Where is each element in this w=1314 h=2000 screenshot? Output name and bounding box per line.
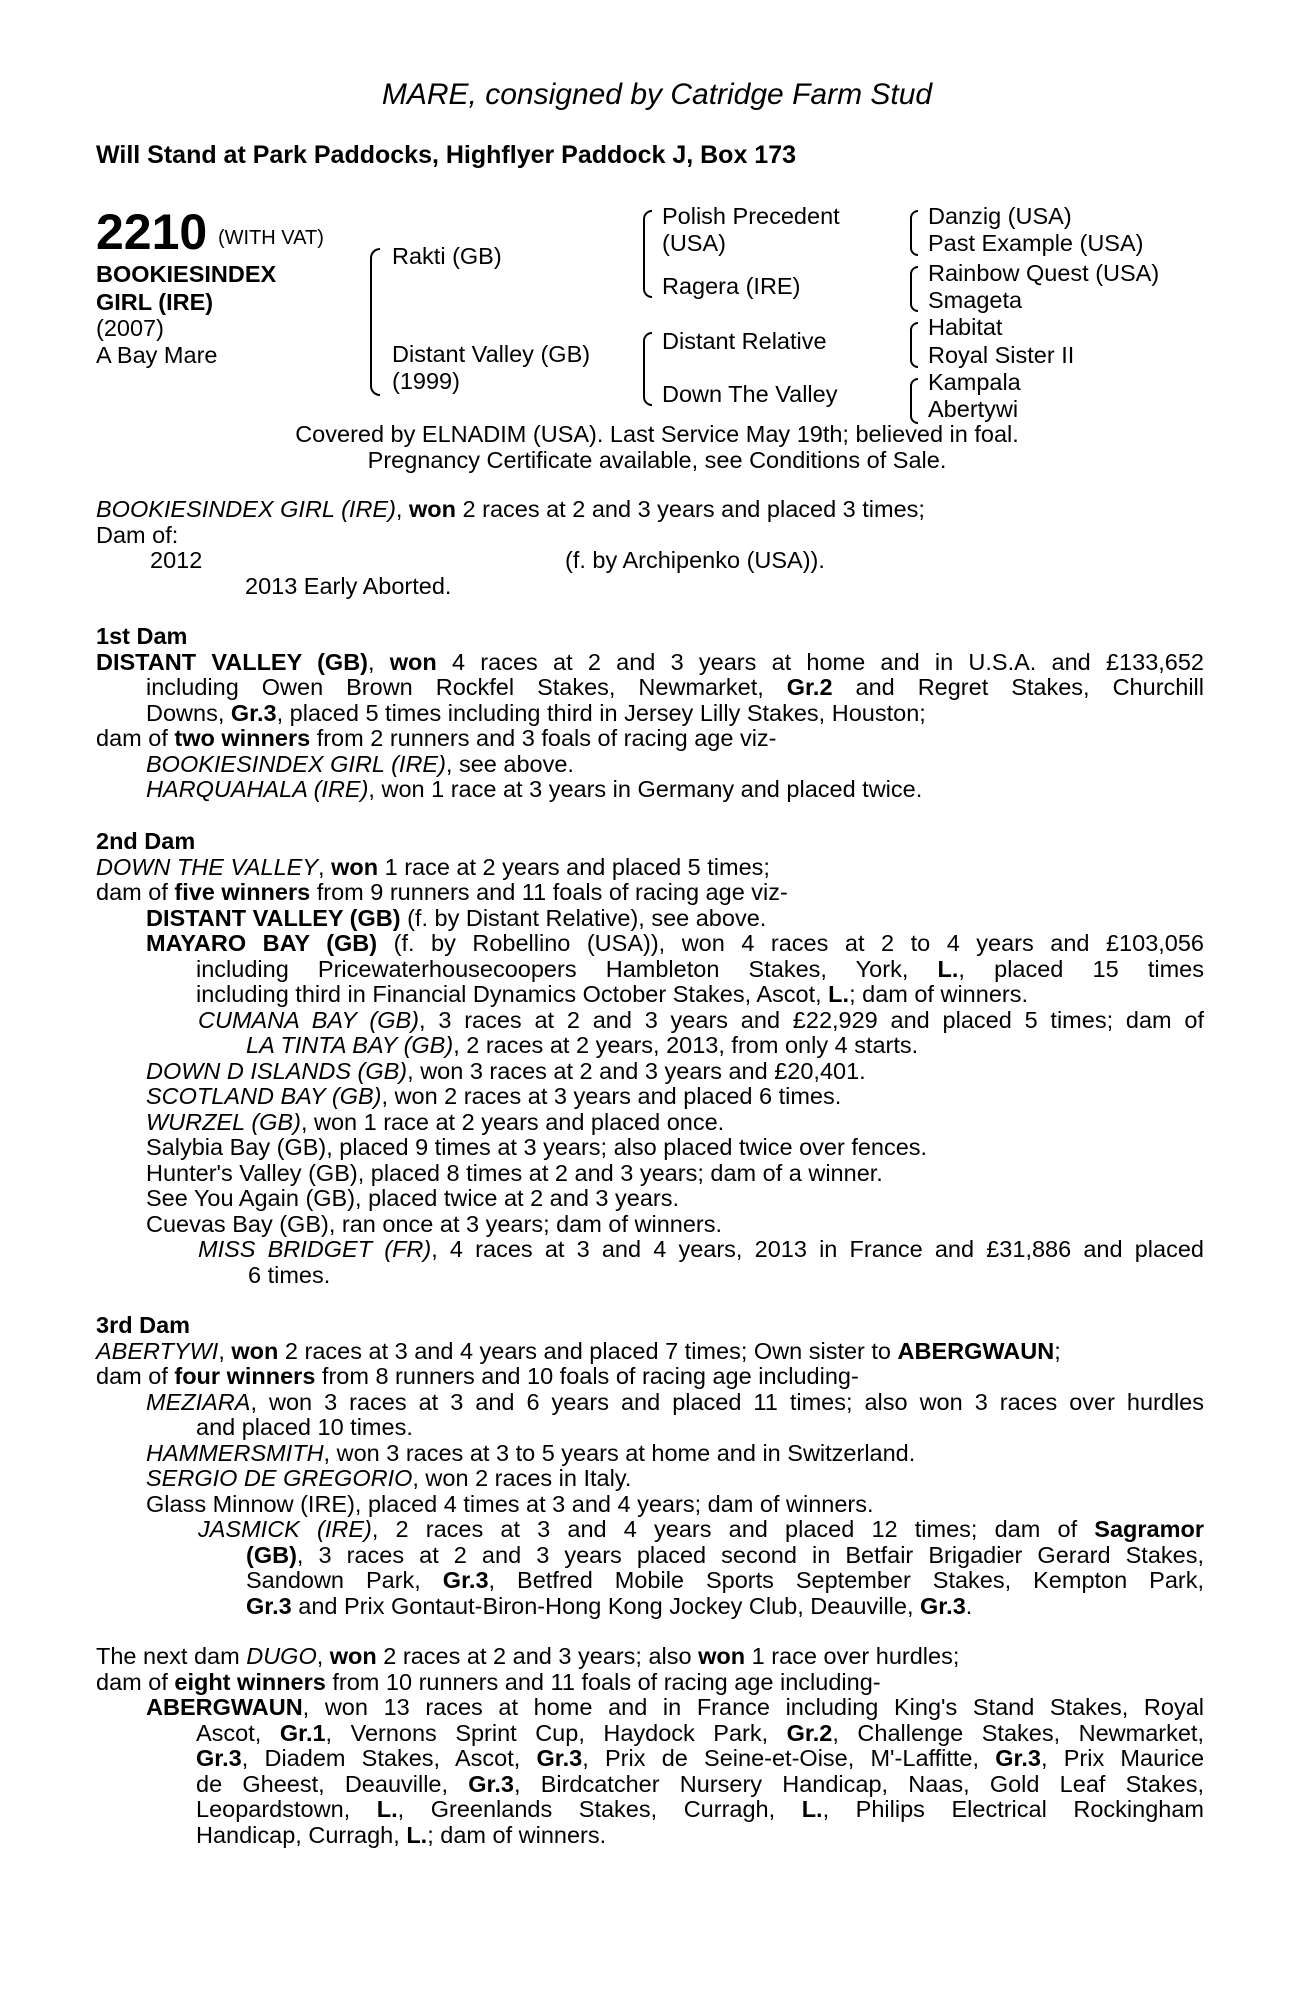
text-line	[96, 1466, 1204, 1492]
text-line	[96, 1543, 1204, 1569]
pedigree-ggdam-4: Abertywi	[928, 396, 1019, 422]
pedigree-brace-main	[370, 248, 380, 396]
text-line	[96, 1594, 1204, 1620]
text: including Owen Brown Rockfel Stakes, Newmarket,	[146, 674, 787, 700]
text-line	[96, 1059, 1204, 1085]
text: 1 race at 2 years and placed 5 times;	[378, 853, 770, 880]
text: and Prix Gontaut-Biron-Hong Kong Jockey Club, Deauville,	[291, 1592, 921, 1619]
produce-line	[96, 497, 1204, 523]
third-dam-section	[96, 1313, 1204, 1619]
pedigree-ggsire-2: Rainbow Quest (USA)	[928, 260, 1160, 286]
horse-name: BOOKIESINDEX GIRL (IRE)	[146, 750, 446, 777]
second-dam-section	[96, 829, 1204, 1288]
horse-description: A Bay Mare	[96, 342, 218, 368]
text: 4 races at 2 and 3 years at home and in U.S.A. and £133,652	[436, 648, 1205, 675]
horse-name: CUMANA BAY (GB)	[198, 1006, 420, 1033]
grade-label: L.	[828, 981, 850, 1007]
text: 1 race over hurdles;	[745, 1643, 960, 1669]
horse-name: ABERGWAUN	[146, 1694, 303, 1720]
text: , 2 races at 2 years, 2013, from only 4 starts.	[453, 1032, 919, 1058]
text: , 4 races at 3 and 4 years, 2013 in France and £31,886 and placed	[431, 1236, 1204, 1262]
won-label: won	[331, 853, 379, 880]
text-line	[96, 1110, 1204, 1136]
won-label: won	[389, 648, 437, 675]
produce-2013: 2013 Early Aborted.	[245, 573, 452, 599]
horse-name: JASMICK (IRE)	[198, 1516, 372, 1542]
pedigree-brace-gg3	[910, 322, 918, 368]
text-line	[96, 1084, 1204, 1110]
text: including third in Financial Dynamics October Stakes, Ascot,	[196, 981, 829, 1007]
produce-horse-name: BOOKIESINDEX GIRL (IRE)	[96, 496, 396, 522]
horse-name: HARQUAHALA (IRE)	[146, 776, 369, 802]
text-line	[96, 1797, 1204, 1823]
text-line	[96, 650, 1204, 676]
text: (f. by Robellino (USA)), won 4 races at 2 to 4 years and £103,056	[377, 930, 1205, 956]
horse-name: MISS BRIDGET (FR)	[198, 1236, 432, 1262]
grade-label: Gr.3	[995, 1745, 1041, 1771]
text-line	[96, 1008, 1204, 1034]
lot-number: 2210	[96, 204, 208, 260]
grade-label: L.	[406, 1821, 428, 1848]
text: from 9 runners and 11 foals of racing age viz-	[310, 879, 788, 905]
horse-name: SERGIO DE GREGORIO	[146, 1465, 413, 1491]
pedigree-sire: Rakti (GB)	[392, 243, 502, 269]
text: , Betfred Mobile Sports September Stakes, Kempton Park,	[488, 1567, 1205, 1593]
text: , 3 races at 2 and 3 years and £22,929 and placed 5 times; dam of	[419, 1006, 1204, 1033]
text-line	[96, 1721, 1204, 1747]
stand-location: Will Stand at Park Paddocks, Highflyer Paddock J, Box 173	[96, 141, 796, 169]
grade-label: Gr.3	[920, 1592, 966, 1619]
pedigree-ggdam-1: Past Example (USA)	[928, 230, 1144, 256]
text: , 2 races at 3 and 4 years and placed 12 times; dam of	[371, 1516, 1095, 1542]
horse-name-line1: BOOKIESINDEX	[96, 261, 277, 287]
text: (f. by Distant Relative), see above.	[400, 904, 767, 931]
text: , Birdcatcher Nursery Handicap, Naas, Gold Leaf Stakes,	[513, 1770, 1204, 1797]
text: Ascot,	[196, 1719, 280, 1746]
text-line	[96, 675, 1204, 701]
text-line: Glass Minnow (IRE), placed 4 times at 3 and 4 years; dam of winners.	[146, 1490, 874, 1517]
produce-record	[96, 497, 1204, 548]
text-line: Salybia Bay (GB), placed 9 times at 3 years; also placed twice over fences.	[146, 1134, 928, 1160]
winners-count: four winners	[174, 1363, 316, 1389]
won-label: won	[231, 1337, 279, 1364]
grade-label: L.	[937, 955, 959, 982]
grade-label: Gr.2	[786, 1719, 833, 1746]
pedigree-brace-gg1	[910, 210, 918, 256]
horse-name: Sagramor	[1094, 1516, 1204, 1542]
won-label: won	[408, 496, 456, 522]
text-line	[96, 1670, 1204, 1696]
text: , placed 15 times	[958, 955, 1204, 982]
text: ,	[318, 853, 332, 880]
pedigree-grandsire-2: Distant Relative	[662, 328, 827, 354]
grade-label: Gr.3	[246, 1592, 292, 1619]
text: ,	[368, 648, 390, 675]
produce-foal-2012: (f. by Archipenko (USA)).	[565, 547, 825, 573]
pedigree-brace-sire	[643, 210, 652, 298]
text: , won 1 race at 3 years in Germany and placed twice.	[368, 776, 923, 802]
text: including Pricewaterhousecoopers Hambleton Stakes, York,	[196, 955, 938, 982]
horse-name: DOWN D ISLANDS (GB)	[146, 1057, 408, 1084]
text: , won 3 races at 3 to 5 years at home and in Switzerland.	[323, 1439, 916, 1466]
text: from 8 runners and 10 foals of racing age including-	[315, 1363, 859, 1389]
text-line	[96, 1033, 1204, 1059]
text: Leopardstown,	[196, 1796, 377, 1822]
text-line	[96, 1644, 1204, 1670]
pedigree-grandsire-1-country: (USA)	[662, 230, 726, 256]
text-line	[96, 1390, 1204, 1416]
text: from 10 runners and 11 foals of racing age including-	[325, 1668, 881, 1695]
horse-name: MAYARO BAY (GB)	[146, 930, 378, 956]
text: , Philips Electrical Rockingham	[822, 1796, 1204, 1822]
section-heading: 3rd Dam	[96, 1312, 191, 1338]
text: ; dam of winners.	[849, 981, 1028, 1007]
text: 2 races at 2 and 3 years and placed 3 times;	[455, 496, 925, 522]
pedigree-ggsire-3: Habitat	[928, 314, 1003, 340]
horse-name: HAMMERSMITH	[146, 1439, 324, 1466]
text: , Prix de Seine-et-Oise, M'-Laffitte,	[582, 1745, 996, 1771]
grade-label: L.	[801, 1796, 823, 1822]
pedigree-grandsire-1: Polish Precedent	[662, 203, 840, 229]
text-line	[96, 1517, 1204, 1543]
horse-name: DUGO	[246, 1643, 317, 1669]
text: Sandown Park,	[246, 1567, 443, 1593]
text: , placed 5 times including third in Jersey Lilly Stakes, Houston;	[276, 699, 926, 726]
text: , won 2 races at 3 years and placed 6 times.	[381, 1083, 842, 1109]
text-line	[96, 1746, 1204, 1772]
text-line	[96, 931, 1204, 957]
pedigree-granddam-1: Ragera (IRE)	[662, 273, 801, 299]
pedigree-ggdam-3: Royal Sister II	[928, 342, 1075, 368]
pedigree-dam-name: Distant Valley (GB)	[392, 341, 591, 367]
pedigree-ggdam-2: Smageta	[928, 287, 1023, 313]
grade-label: Gr.3	[442, 1567, 489, 1593]
winners-count: eight winners	[174, 1668, 326, 1695]
country-label: (GB)	[246, 1541, 297, 1568]
text-line: Cuevas Bay (GB), ran once at 3 years; dam of winners.	[146, 1210, 723, 1237]
section-heading: 2nd Dam	[96, 828, 196, 854]
text-line: See You Again (GB), placed twice at 2 and 3 years.	[146, 1185, 680, 1211]
text: , won 3 races at 2 and 3 years and £20,401.	[407, 1057, 866, 1084]
text: dam of	[96, 1363, 175, 1389]
grade-label: Gr.3	[230, 699, 277, 726]
text-line	[96, 1823, 1204, 1849]
won-label: won	[698, 1643, 746, 1669]
grade-label: Gr.2	[786, 674, 833, 700]
pedigree-brace-gg4	[910, 378, 918, 424]
text-line	[96, 982, 1204, 1008]
text: , won 13 races at home and in France including King's Stand Stakes, Royal	[302, 1694, 1204, 1720]
text: , won 1 race at 2 years and placed once.	[300, 1108, 725, 1135]
horse-name: DOWN THE VALLEY	[96, 853, 318, 880]
text-line: Hunter's Valley (GB), placed 8 times at 2 and 3 years; dam of a winner.	[146, 1159, 883, 1186]
pedigree-brace-gg2	[910, 266, 918, 312]
horse-name: ABERGWAUN	[897, 1337, 1055, 1364]
pedigree-granddam-2: Down The Valley	[662, 381, 838, 407]
text-line	[96, 726, 1204, 752]
text-line	[96, 701, 1204, 727]
winners-count: five winners	[174, 879, 311, 905]
text: 2 races at 2 and 3 years; also	[376, 1643, 699, 1669]
text-line	[96, 1364, 1204, 1390]
text: .	[965, 1592, 973, 1619]
text-line: and placed 10 times.	[196, 1414, 413, 1440]
text: ,	[395, 496, 409, 522]
text: , 3 races at 2 and 3 years placed second in Betfair Brigadier Gerard Stakes,	[296, 1541, 1204, 1568]
horse-name: ABERTYWI	[96, 1337, 219, 1364]
won-label: won	[329, 1643, 377, 1669]
text: ,	[218, 1337, 232, 1364]
produce-year-2012: 2012	[150, 547, 203, 573]
next-dam-section	[96, 1644, 1204, 1848]
pedigree-dam-year: (1999)	[392, 368, 460, 394]
text-line: 6 times.	[248, 1261, 331, 1288]
text-line	[96, 777, 1204, 803]
horse-year: (2007)	[96, 315, 164, 341]
grade-label: L.	[376, 1796, 398, 1822]
section-heading: 1st Dam	[96, 623, 188, 649]
text-line	[96, 752, 1204, 778]
text-line	[96, 1339, 1204, 1365]
text-line	[96, 1237, 1204, 1263]
text: and Regret Stakes, Churchill	[832, 674, 1204, 700]
text: ; dam of winners.	[427, 1821, 607, 1848]
text: , Challenge Stakes, Newmarket,	[832, 1719, 1204, 1746]
pregnancy-note: Pregnancy Certificate available, see Conditions of Sale.	[367, 447, 947, 473]
horse-name-line2: GIRL (IRE)	[96, 289, 214, 315]
pedigree-brace-dam	[643, 332, 652, 406]
text: Downs,	[146, 699, 231, 726]
grade-label: Gr.1	[279, 1719, 326, 1746]
horse-name: WURZEL (GB)	[146, 1108, 301, 1135]
grade-label: Gr.3	[536, 1745, 583, 1771]
winners-count: two winners	[174, 725, 311, 751]
text: dam of	[96, 879, 175, 905]
horse-name: LA TINTA BAY (GB)	[246, 1032, 454, 1058]
pedigree-ggsire-1: Danzig (USA)	[928, 203, 1072, 229]
text: , Greenlands Stakes, Curragh,	[397, 1796, 802, 1822]
text: , Vernons Sprint Cup, Haydock Park,	[325, 1719, 787, 1746]
dam-of-label: Dam of:	[96, 521, 179, 548]
text-line	[96, 1695, 1204, 1721]
text: , won 2 races in Italy.	[412, 1465, 632, 1491]
consignor-line: MARE, consigned by Catridge Farm Stud	[381, 78, 933, 111]
text: , Prix Maurice	[1040, 1745, 1205, 1771]
text: dam of	[96, 1668, 175, 1695]
text: ;	[1054, 1337, 1061, 1364]
text: from 2 runners and 3 foals of racing age viz-	[310, 725, 777, 751]
horse-name: DISTANT VALLEY (GB)	[96, 648, 368, 675]
text: ,	[316, 1643, 330, 1669]
text: Handicap, Curragh,	[196, 1821, 407, 1848]
pedigree-ggsire-4: Kampala	[928, 369, 1021, 395]
text: de Gheest, Deauville,	[196, 1770, 469, 1797]
first-dam-section	[96, 624, 1204, 803]
text-line	[96, 1772, 1204, 1798]
grade-label: Gr.3	[468, 1770, 514, 1797]
text: 2 races at 3 and 4 years and placed 7 times; Own sister to	[278, 1337, 898, 1364]
text-line	[96, 1568, 1204, 1594]
horse-name: DISTANT VALLEY (GB)	[146, 904, 401, 931]
text-line	[96, 880, 1204, 906]
text: The next dam	[96, 1643, 247, 1669]
grade-label: Gr.3	[196, 1745, 242, 1771]
text-line	[96, 906, 1204, 932]
cover-note: Covered by ELNADIM (USA). Last Service May 19th; believed in foal.	[295, 421, 1019, 447]
vat-note: (WITH VAT)	[218, 227, 324, 249]
horse-name: SCOTLAND BAY (GB)	[146, 1083, 382, 1109]
text-line	[96, 1441, 1204, 1467]
text: dam of	[96, 725, 175, 751]
text-line	[96, 957, 1204, 983]
text: , Diadem Stakes, Ascot,	[241, 1745, 537, 1771]
text-line	[96, 855, 1204, 881]
text: , won 3 races at 3 and 6 years and placed 11 times; also won 3 races over hurdles	[250, 1388, 1204, 1415]
text: , see above.	[445, 750, 574, 777]
horse-name: MEZIARA	[146, 1388, 251, 1415]
